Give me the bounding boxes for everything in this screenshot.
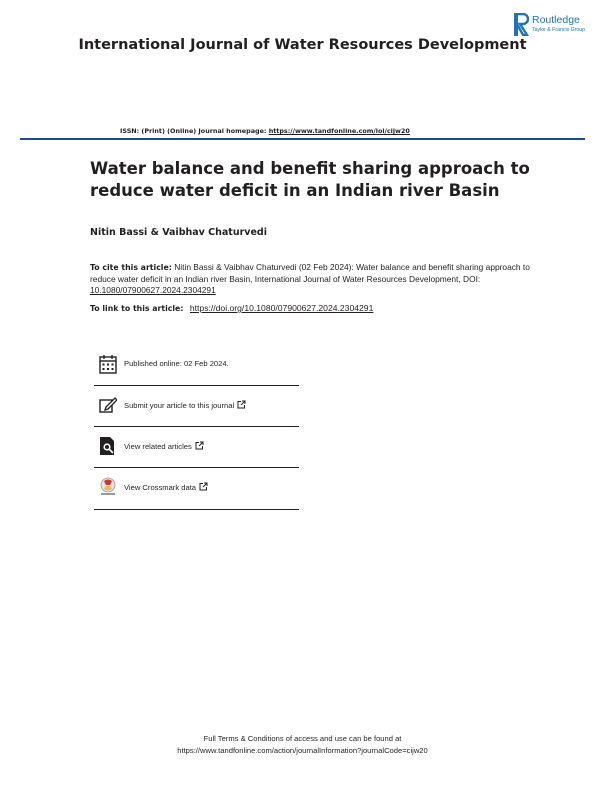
footer-terms-link[interactable]: https://www.tandfonline.com/action/journalInformation?journalCode=cijw20 — [177, 745, 428, 755]
footer-terms-text: Full Terms & Conditions of access and use can be found at — [203, 734, 402, 743]
calendar-icon — [99, 354, 117, 374]
related-articles-link[interactable] — [124, 441, 204, 451]
citation-text: Nitin Bassi & Vaibhav Chaturvedi (02 Feb 2024): Water balance and benefit sharing approach to reduce water deficit in an Indian river Basin, International Journal of Water Resources Development, DOI: — [90, 262, 530, 284]
journal-homepage-link[interactable]: https://www.tandfonline.com/loi/cijw20 — [268, 127, 410, 135]
published-online-row — [94, 345, 299, 385]
crossmark-link[interactable] — [124, 482, 208, 492]
related-articles-row[interactable] — [94, 427, 299, 467]
related-articles-text[interactable]: View related articles — [124, 442, 192, 451]
external-link-icon — [237, 400, 246, 409]
crossmark-icon — [99, 477, 117, 497]
external-link-icon — [199, 482, 208, 491]
submit-article-text[interactable]: Submit your article to this journal — [124, 401, 235, 410]
article-link-line — [90, 303, 373, 313]
crossmark-text[interactable]: View Crossmark data — [124, 483, 197, 492]
citation-label: To cite this article: — [90, 263, 172, 272]
published-online-text: Published online: 02 Feb 2024. — [124, 359, 229, 368]
publisher-group: Taylor & Francis Group — [532, 27, 586, 33]
issn-line — [120, 127, 410, 135]
citation — [90, 262, 530, 297]
crossmark-row[interactable] — [94, 468, 299, 508]
article-title: Water balance and benefit sharing approach to reduce water deficit in an Indian river Basin — [90, 159, 530, 200]
header-divider — [20, 138, 585, 140]
journal-title: International Journal of Water Resources Development — [78, 37, 527, 53]
related-articles-icon — [99, 436, 117, 456]
citation-doi-link[interactable]: 10.1080/07900627.2024.2304291 — [90, 285, 216, 296]
routledge-logo-icon — [514, 13, 529, 36]
publisher-name: Routledge — [532, 14, 580, 26]
article-doi-link[interactable]: https://doi.org/10.1080/07900627.2024.2304291 — [189, 303, 374, 313]
row-divider — [94, 509, 299, 510]
authors: Nitin Bassi & Vaibhav Chaturvedi — [90, 227, 267, 238]
footer — [0, 733, 605, 756]
link-label: To link to this article: — [90, 304, 184, 313]
submit-article-link[interactable] — [124, 400, 246, 410]
submit-article-row[interactable] — [94, 386, 299, 426]
issn-prefix: ISSN: (Print) (Online) Journal homepage: — [120, 127, 267, 135]
external-link-icon — [195, 441, 204, 450]
edit-icon — [99, 395, 117, 415]
